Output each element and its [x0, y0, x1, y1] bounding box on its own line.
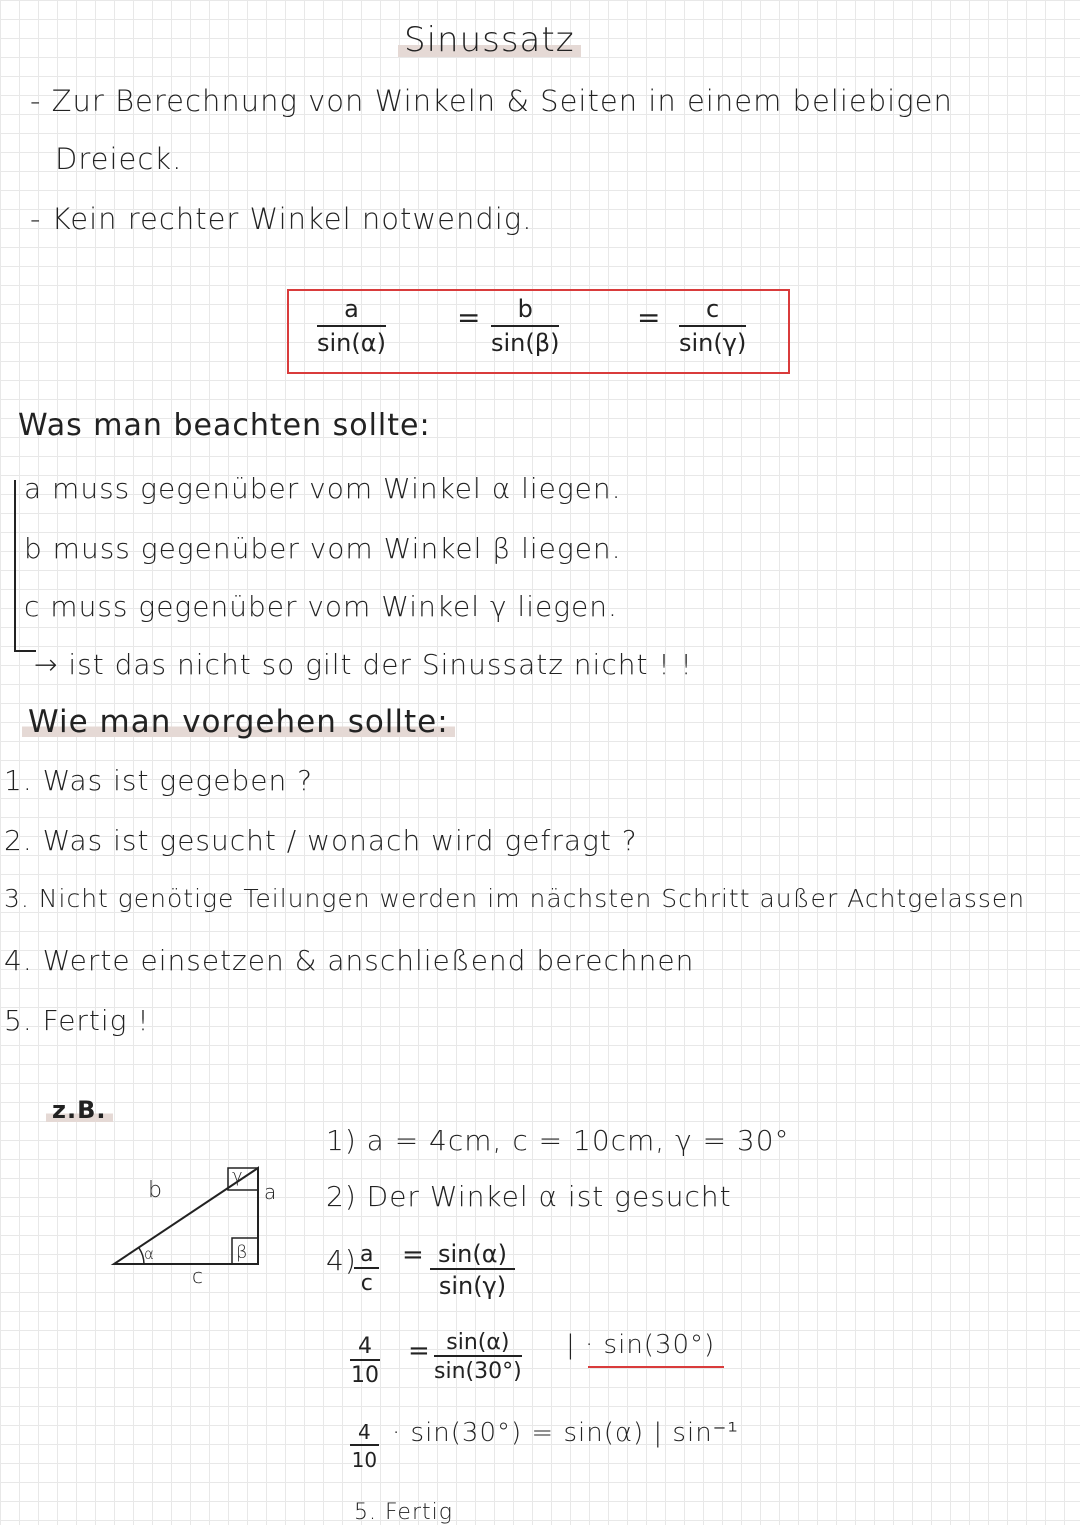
example-step-2: 2) Der Winkel α ist gesucht: [326, 1180, 732, 1213]
procedure-step-4: 4. Werte einsetzen & anschließend berechnen: [4, 944, 695, 977]
formula-c-numerator: c: [679, 295, 746, 327]
sinussatz-formula-box: [287, 289, 790, 374]
note-item-a: a muss gegenüber vom Winkel α liegen.: [24, 472, 622, 505]
formula-equals-2: =: [637, 301, 661, 334]
formula-fraction-a: [317, 295, 386, 357]
eq3-fraction: $\frac{4}{10}$: [351, 1420, 378, 1472]
intro-line-1: - Zur Berechnung von Winkeln & Seiten in einem beliebigen: [30, 84, 953, 118]
eq2-rhs: $\frac{\sin(\alpha)}{\sin(30^\circ)}$: [434, 1330, 522, 1384]
formula-a-numerator: a: [317, 295, 386, 327]
triangle-angle-gamma: γ: [232, 1166, 244, 1187]
formula-b-numerator: b: [491, 295, 559, 327]
eq2-equals: =: [408, 1336, 430, 1366]
triangle-label-a: a: [264, 1180, 278, 1204]
intro-line-2: - Kein rechter Winkel notwendig.: [30, 202, 533, 236]
procedure-step-2: 2. Was ist gesucht / wonach wird gefragt ?: [4, 824, 638, 857]
procedure-step-5: 5. Fertig !: [4, 1004, 150, 1037]
triangle-label-c: c: [192, 1264, 204, 1288]
triangle-angle-alpha: α: [144, 1245, 155, 1263]
procedure-step-1: 1. Was ist gegeben ?: [4, 764, 313, 797]
notes-heading: Was man beachten sollte:: [18, 408, 431, 443]
formula-fraction-b: [491, 295, 559, 357]
eq2-lhs: $\frac{4}{10}$: [351, 1334, 379, 1388]
notes-bracket-arrow: [14, 650, 36, 652]
eq3-rest: · sin(30°) = sin(α) | sin⁻¹: [392, 1418, 739, 1448]
example-step-1: 1) a = 4cm, c = 10cm, γ = 30°: [326, 1124, 790, 1157]
eq2-operation: | · sin(30°): [566, 1330, 716, 1360]
formula-b-denominator: sin(β): [491, 329, 560, 357]
intro-line-1-cont: Dreieck.: [55, 142, 183, 176]
formula-fraction-c: [679, 295, 746, 357]
note-item-c: c muss gegenüber vom Winkel γ liegen.: [24, 590, 618, 623]
triangle-label-b: b: [148, 1178, 163, 1203]
formula-equals-1: =: [457, 301, 481, 334]
triangle-angle-beta: β: [236, 1242, 249, 1263]
example-step-4-label: 4): [326, 1244, 357, 1277]
example-heading: z.B.: [46, 1096, 113, 1124]
example-step-5: 5. Fertig: [354, 1500, 453, 1525]
eq1-equals: =: [402, 1240, 424, 1270]
eq2-operation-underline: [588, 1366, 724, 1368]
notes-bracket: [14, 480, 16, 650]
formula-a-denominator: sin(α): [317, 329, 386, 357]
note-item-b: b muss gegenüber vom Winkel β liegen.: [24, 532, 622, 565]
eq1-lhs: $\frac{a}{c}$: [354, 1242, 379, 1296]
procedure-heading: Wie man vorgehen sollte:: [22, 704, 455, 740]
formula-c-denominator: sin(γ): [679, 329, 747, 357]
note-conclusion: → ist das nicht so gilt der Sinussatz nicht ! !: [34, 648, 693, 681]
procedure-step-3: 3. Nicht genötige Teilungen werden im nächsten Schritt außer Achtgelassen: [4, 884, 1026, 913]
eq1-rhs: $\frac{\sin(\alpha)}{\sin(\gamma)}$: [430, 1240, 515, 1300]
page-title: Sinussatz: [398, 20, 581, 60]
